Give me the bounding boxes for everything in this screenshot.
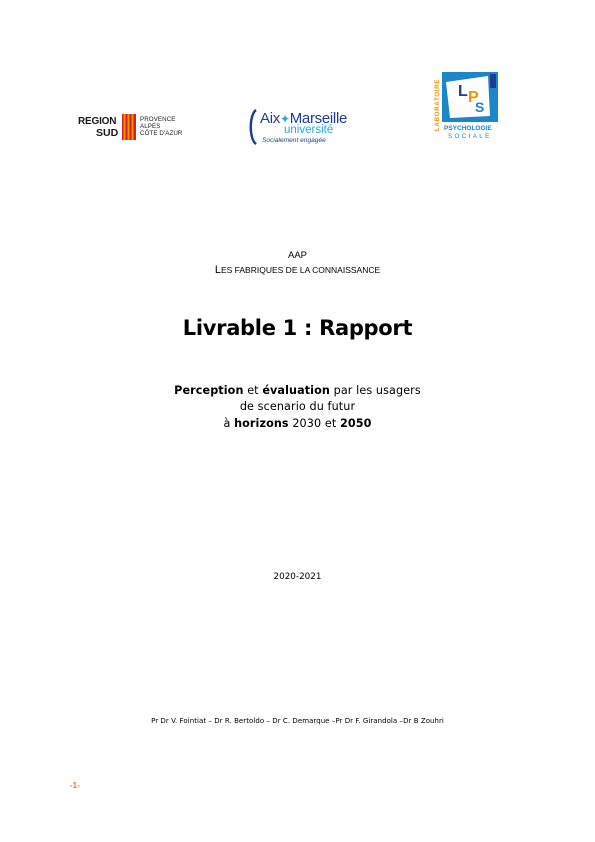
subtitle-et: et xyxy=(243,384,263,397)
call-name-lead: L xyxy=(214,264,221,276)
amu-tagline: Socialement engagée xyxy=(262,137,326,144)
document-title: Livrable 1 : Rapport xyxy=(182,316,413,340)
amu-marseille: Marseille xyxy=(289,110,348,127)
amu-logo xyxy=(246,107,356,147)
amu-universite: université xyxy=(284,124,334,136)
aap-label: AAP xyxy=(287,250,307,261)
lps-logo xyxy=(434,70,500,144)
lps-line-2: SOCIALE xyxy=(448,133,492,140)
page-number: -1- xyxy=(70,781,80,790)
region-sud-logo xyxy=(78,112,190,142)
region-sud-line-3: CÔTE D'AZUR xyxy=(140,130,183,137)
call-name-rest: ES FABRIQUES DE LA CONNAISSANCE xyxy=(220,265,381,275)
subtitle-2050: 2050 xyxy=(340,417,372,430)
svg-text:S: S xyxy=(475,99,485,115)
lps-vertical-label: LABORATOIRE xyxy=(434,78,441,132)
amu-star-icon: ✦ xyxy=(279,112,290,126)
region-sud-word-region: REGION xyxy=(78,116,117,127)
region-sud-flag-icon xyxy=(122,114,136,140)
subtitle-a: à xyxy=(223,417,235,430)
subtitle-usagers: par les usagers xyxy=(329,384,421,397)
call-name xyxy=(0,264,595,276)
lps-emblem-icon xyxy=(442,72,498,122)
amu-bracket-icon xyxy=(246,109,258,145)
subtitle-line-2: de scenario du futur xyxy=(239,400,356,413)
region-sud-word-sud: SUD xyxy=(96,127,119,139)
svg-text:L: L xyxy=(458,83,468,100)
academic-years: 2020-2021 xyxy=(273,572,322,582)
subtitle-horizons: horizons xyxy=(234,417,289,430)
subtitle-2030: 2030 et xyxy=(288,417,340,430)
subtitle-line-3 xyxy=(0,417,595,430)
subtitle-line-1 xyxy=(0,384,595,397)
region-sud-line-1: PROVENCE xyxy=(140,116,176,123)
lps-line-1: PSYCHOLOGIE xyxy=(444,125,492,132)
region-sud-line-2: ALPES xyxy=(140,123,161,130)
subtitle-evaluation: évaluation xyxy=(262,384,330,397)
amu-aix: Aix xyxy=(260,110,280,127)
authors-line: Pr Dr V. Fointiat – Dr R. Bertoldo – Dr C. Demarque –Pr Dr F. Girandola –Dr B Zouhri xyxy=(151,717,444,725)
subtitle-perception: Perception xyxy=(174,384,244,397)
svg-text:P: P xyxy=(468,89,479,106)
